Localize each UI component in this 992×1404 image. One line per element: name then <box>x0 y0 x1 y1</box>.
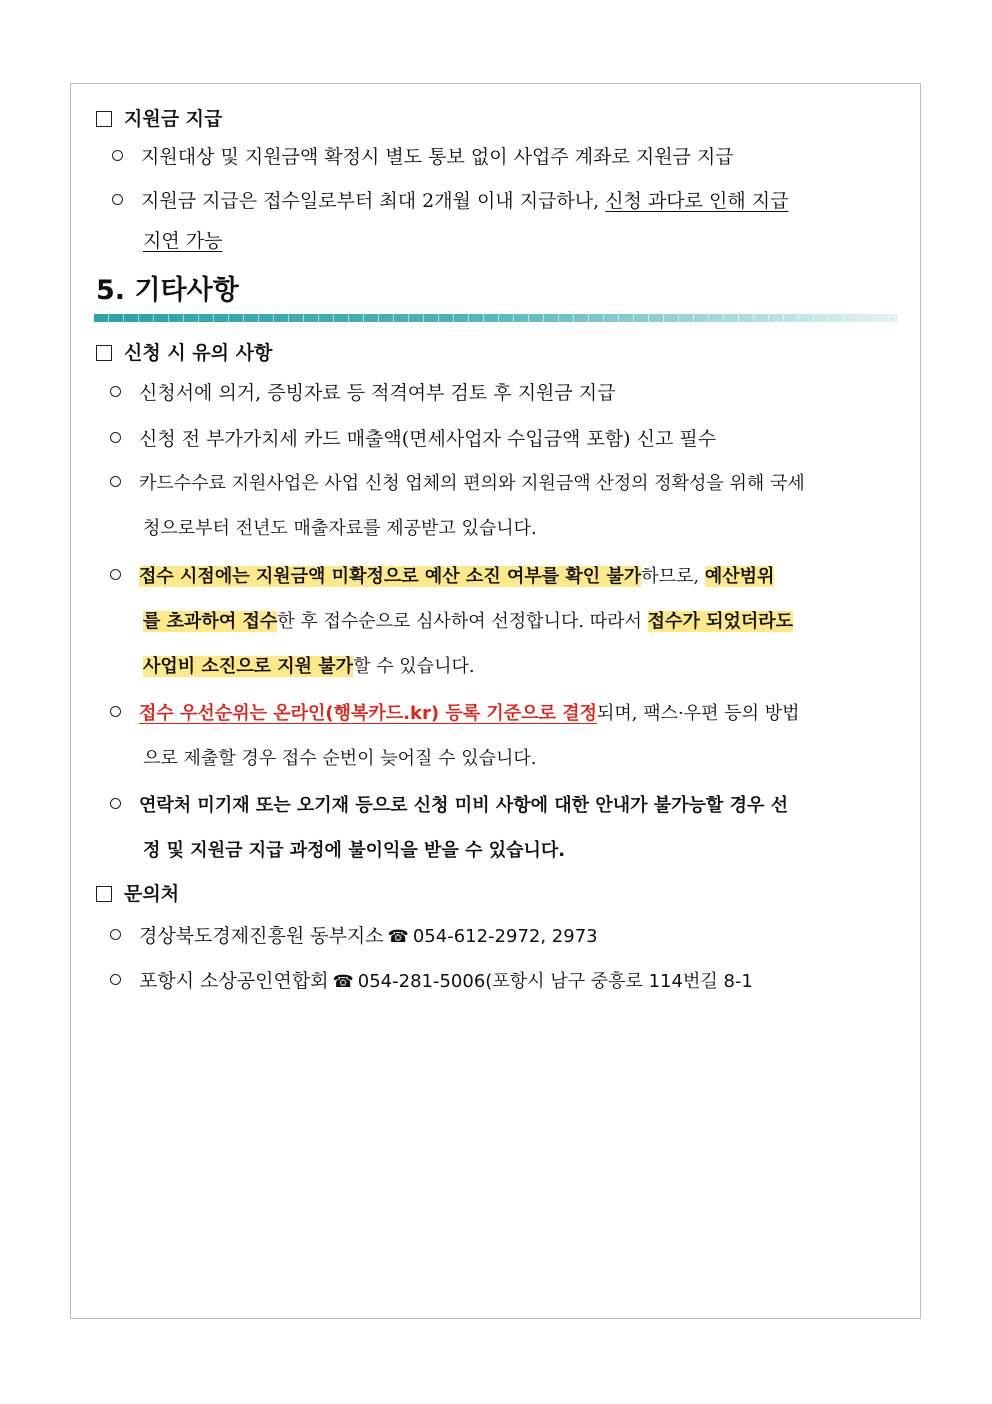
circle-bullet-icon <box>110 432 121 443</box>
list-item-continuation: 으로 제출할 경우 접수 순번이 늦어질 수 있습니다. <box>143 748 537 769</box>
list-item: 지원금 지급은 접수일로부터 최대 2개월 이내 지급하나, 신청 과다로 인해 지급 <box>112 188 992 214</box>
support-payment-heading: 지원금 지급 <box>96 106 992 132</box>
phone-icon: ☎ <box>387 927 409 947</box>
section-title: 5. 기타사항 <box>96 275 239 306</box>
circle-bullet-icon <box>110 929 121 940</box>
list-item-continuation: 를 초과하여 접수한 후 접수순으로 심사하여 선정합니다. 따라서 접수가 되었더라도 <box>143 611 794 632</box>
list-item: 접수 우선순위는 온라인(행복카드.kr) 등록 기준으로 결정되며, 팩스·우편 등의 방법 <box>110 701 992 727</box>
circle-bullet-icon <box>110 476 121 487</box>
list-item: 연락처 미기재 또는 오기재 등으로 신청 미비 사항에 대한 안내가 불가능할 경우 선 <box>110 793 992 819</box>
circle-bullet-icon <box>112 194 123 205</box>
list-item-continuation: 사업비 소진으로 지원 불가할 수 있습니다. <box>143 656 475 677</box>
square-bullet-icon <box>96 111 112 127</box>
list-item: 신청서에 의거, 증빙자료 등 적격여부 검토 후 지원금 지급 <box>110 380 992 406</box>
list-item-continuation: 청으로부터 전년도 매출자료를 제공받고 있습니다. <box>143 518 537 539</box>
contact-item: 포항시 소상공인연합회 ☎ 054-281-5006(포항시 남구 중흥로 114번길 8-1 <box>110 968 992 995</box>
list-item-continuation: 지연 가능 <box>143 230 223 252</box>
circle-bullet-icon <box>110 386 121 397</box>
cautions-heading: 신청 시 유의 사항 <box>96 340 992 366</box>
square-bullet-icon <box>96 345 112 361</box>
circle-bullet-icon <box>110 706 121 717</box>
contact-heading: 문의처 <box>96 881 992 907</box>
phone-icon: ☎ <box>332 972 354 992</box>
list-item-continuation: 정 및 지원금 지급 과정에 불이익을 받을 수 있습니다. <box>143 840 566 861</box>
list-item: 접수 시점에는 지원금액 미확정으로 예산 소진 여부를 확인 불가하므로, 예산범위 <box>110 564 992 590</box>
list-item: 신청 전 부가가치세 카드 매출액(면세사업자 수입금액 포함) 신고 필수 <box>110 426 992 452</box>
square-bullet-icon <box>96 886 112 902</box>
circle-bullet-icon <box>110 569 121 580</box>
circle-bullet-icon <box>110 798 121 809</box>
circle-bullet-icon <box>112 150 123 161</box>
title-underline-pattern <box>94 314 898 322</box>
circle-bullet-icon <box>110 974 121 985</box>
list-item: 카드수수료 지원사업은 사업 신청 업체의 편의와 지원금액 산정의 정확성을 위해 국세 <box>110 471 992 497</box>
contact-item: 경상북도경제진흥원 동부지소 ☎ 054-612-2972, 2973 <box>110 923 992 950</box>
list-item: 지원대상 및 지원금액 확정시 별도 통보 없이 사업주 계좌로 지원금 지급 <box>112 144 992 170</box>
